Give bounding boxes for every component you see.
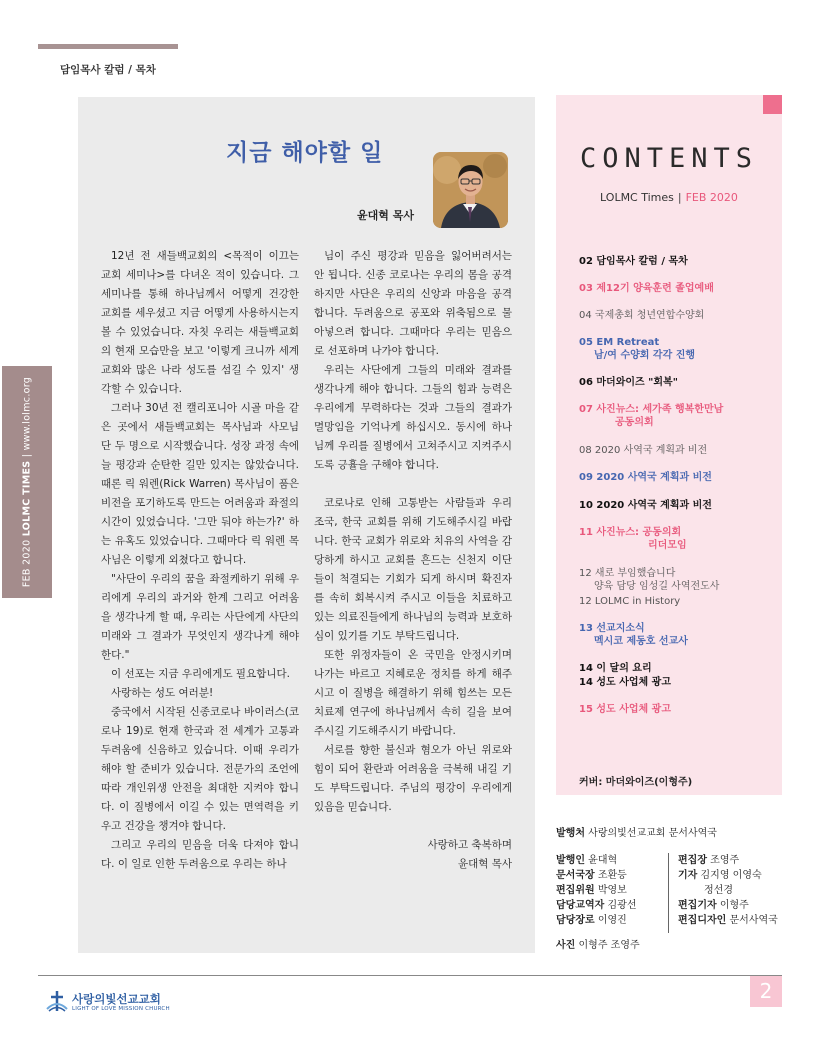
- credit-label: 발행인: [556, 855, 585, 866]
- toc-item-sublabel: 멕시코 제동호 선교사: [594, 636, 688, 647]
- credit-value: 조영주: [710, 855, 740, 866]
- side-tab-website: | www.lolmc.org: [21, 376, 33, 461]
- credit-design: [678, 913, 778, 928]
- side-tab-text: [22, 377, 33, 587]
- toc-item-sublabel: 공동의회: [615, 417, 654, 428]
- credit-value: 윤대혁: [588, 855, 618, 866]
- side-tab-date: FEB 2020: [21, 536, 33, 588]
- article-paragraph: 12년 전 새들백교회의 <목적이 이끄는 교회 세미나>를 다녀온 적이 있습니다. 그 세미나를 통해 하나님께서 어떻게 건강한 교회를 세우셨고 지금 어떻게 사용하시는지 볼 수 있었습니다. 자칫 우리는 새들백교회의 현재 모습만을 보고 '이렇게 크니까 세계 교회와 많은 나라 성도를 섬길 수 있지' 생각할 수 있습니다.: [101, 250, 299, 395]
- credit-publisher: [556, 826, 717, 841]
- article-paragraph: 그리고 우리의 믿음을 더욱 다져야 합니다. 이 일로 인한 두려움으로 우리는 하나: [101, 839, 299, 870]
- credit-reporter-2: [704, 883, 733, 898]
- credit-value: 이형주: [719, 900, 749, 911]
- article-paragraph: 님이 주신 평강과 믿음을 잃어버려서는 안 됩니다. 신종 코로나는 우리의 몸을 공격하지만 사단은 우리의 신앙과 마음을 공격합니다. 두려움으로 공포와 위축됨으로 물아넣으려 합니다. 그때마다 우리는 믿음으로 선포하며 나가야 합니다.: [314, 250, 512, 357]
- credit-label: 담당장로: [556, 915, 595, 926]
- toc-item-sublabel: 리더모임: [648, 540, 687, 551]
- toc-item[interactable]: [579, 499, 774, 512]
- toc-item[interactable]: [579, 676, 774, 689]
- toc-item[interactable]: [579, 567, 774, 593]
- article-paragraph: 이 선포는 지금 우리에게도 필요합니다.: [111, 668, 290, 680]
- toc-item-label: 03 제12기 양육훈련 졸업예배: [579, 283, 714, 294]
- credit-label: 담당교역자: [556, 900, 605, 911]
- article-paragraph: 서로를 향한 불신과 혐오가 아닌 위로와 힘이 되어 환란과 어려움을 극복해 내길 기도 부탁드립니다. 주님의 평강이 우리에게 있음을 믿습니다.: [314, 744, 512, 813]
- credit-value: 이영진: [597, 915, 627, 926]
- toc-item[interactable]: [579, 282, 774, 295]
- toc-item-label: 06 마더와이즈 "회복": [579, 377, 678, 388]
- contents-title: CONTENTS: [579, 143, 759, 174]
- toc-item[interactable]: [579, 595, 774, 608]
- toc-item[interactable]: [579, 662, 774, 675]
- side-tab-publication: LOLMC TIMES: [21, 460, 33, 537]
- toc-item-label: 05 EM Retreat: [579, 337, 660, 348]
- toc-item-label: 14 성도 사업체 광고: [579, 677, 671, 688]
- credit-label: 발행처: [556, 828, 585, 839]
- cover-credit: 커버: 마더와이즈(이형주): [579, 777, 693, 788]
- credit-reporter: [678, 868, 762, 883]
- credit-label: 기자: [678, 870, 698, 881]
- article-title: 지금 해야할 일: [226, 140, 384, 166]
- article-paragraph: "사단이 우리의 꿈을 좌절케하기 위해 우리에게 우리의 과거와 한계 그리고 어려움을 생각나게 할 때, 우리는 사단에게 사단의 미래와 그 결과가 무엇인지 생각나게 해야 한다.": [101, 573, 299, 661]
- credit-dept-head: [556, 868, 627, 883]
- credit-value: 박영보: [597, 885, 627, 896]
- section-label: 담임목사 칼럼 / 목차: [60, 64, 156, 76]
- article-paragraph: 또한 위정자들이 온 국민을 안정시키며 나가는 바르고 지혜로운 정치를 하게 해주시고 이 질병을 해결하기 위해 힘쓰는 모든 치료제 연구에 하나님께서 속히 길을 보여주시길 기도해주시기 바랍니다.: [314, 649, 512, 737]
- article-paragraph: 코로나로 인해 고통받는 사람들과 우리 조국, 한국 교회를 위해 기도해주시길 바랍니다. 한국 교회가 위로와 치유의 사역을 감당하게 하시고 교회를 흔드는 신천지 이단들이 척결되는 기회가 되게 하시며 확진자를 속히 회복시켜 주시고 이들을 치료하고 있는 의료진들에게 하나님의 능력과 보호하심이 있기를 기도 부탁드립니다.: [314, 497, 512, 642]
- toc-item[interactable]: [579, 309, 774, 322]
- toc-item-label: 10 2020 사역국 계획과 비전: [579, 500, 712, 511]
- credit-label: 사진: [556, 940, 576, 951]
- toc-item[interactable]: [579, 703, 774, 716]
- toc-item[interactable]: [579, 444, 774, 457]
- credit-value: 김지영 이영숙: [700, 870, 762, 881]
- contents-subtitle: [556, 191, 782, 204]
- toc-item-label: 07 사진뉴스: 세가족 행복한만남: [579, 404, 724, 415]
- credit-label: 편집위원: [556, 885, 595, 896]
- toc-item-label: 08 2020 사역국 계획과 비전: [579, 445, 708, 456]
- toc-item-label: 14 이 달의 요리: [579, 663, 652, 674]
- toc-item-label: 02 담임목사 칼럼 / 목차: [579, 256, 688, 267]
- article-column-right: [314, 247, 512, 874]
- toc-item[interactable]: [579, 471, 774, 484]
- church-logo-icon: [46, 990, 68, 1012]
- toc-item-sublabel: 남/여 수양회 각각 진행: [594, 350, 696, 361]
- credit-value: 문서사역국: [729, 915, 778, 926]
- toc-item-label: 15 성도 사업체 광고: [579, 704, 671, 715]
- toc-item[interactable]: [579, 403, 774, 429]
- toc-item[interactable]: [579, 336, 774, 362]
- credit-label: 문서국장: [556, 870, 595, 881]
- credit-value: 조환등: [597, 870, 627, 881]
- credit-divider: [668, 853, 669, 933]
- toc-item-sublabel: 양육 담당 임성길 사역전도사: [594, 581, 720, 592]
- top-rule: [38, 44, 178, 49]
- credit-value: 정선경: [704, 885, 733, 896]
- toc-item-label: 11 사진뉴스: 공동의회: [579, 527, 682, 538]
- church-logo-name: 사랑의빛선교교회: [72, 992, 161, 1006]
- credit-proofreader: [556, 898, 636, 913]
- article-paragraph: 우리는 사단에게 그들의 미래와 결과를 생각나게 해야 합니다. 그들의 힘과 능력은 우리에게 무력하다는 것과 그들의 결과가 멸망임을 기억나게 하십시오. 동시에 하나님께 우리를 질병에서 고쳐주시고 지켜주시도록 긍휼을 구해야 합니다.: [314, 364, 512, 471]
- credit-label: 편집기자: [678, 900, 717, 911]
- credit-value: 김광선: [607, 900, 637, 911]
- toc-item[interactable]: [579, 526, 774, 552]
- article-column-left: [101, 247, 299, 874]
- page-number: 2: [750, 976, 782, 1007]
- toc-item-label: 12 새로 부임했습니다: [579, 568, 676, 579]
- author-photo: [433, 152, 508, 228]
- toc-item[interactable]: [579, 255, 774, 268]
- credit-chief-editor: [678, 853, 739, 868]
- toc-item-label: 13 선교지소식: [579, 623, 645, 634]
- article-closing: 사랑하고 축복하며: [427, 839, 512, 851]
- toc-item[interactable]: [579, 376, 774, 389]
- credit-value: 이형주 조영주: [578, 940, 640, 951]
- contents-accent-square: [763, 95, 782, 114]
- church-logo-subtitle: LIGHT OF LOVE MISSION CHURCH: [72, 1006, 170, 1012]
- issue-date: FEB 2020: [685, 191, 738, 204]
- article-paragraph: 그러나 30년 전 캘리포니아 시골 마을 같은 곳에서 새들백교회는 목사님과 사모님 단 두 명으로 시작했습니다. 성장 과정 속에 늘 평강과 순탄한 길만 있지는 않았습니다. 때론 릭 워렌(Rick Warren) 목사님이 품은 비전을 포기하도록 만드는 어려움과 좌절의 시간이 있었습니다. '그만 둬야 하는가?' 하는 유혹도 있었습니다. 그때마다 릭 워렌 목사님은 이렇게 외쳤다고 합니다.: [101, 402, 299, 566]
- article-author: 윤대혁 목사: [357, 209, 414, 222]
- credit-label: 편집장: [678, 855, 707, 866]
- credit-value: 사랑의빛선교교회 문서사역국: [588, 828, 717, 839]
- toc-item-label: 09 2020 사역국 계획과 비전: [579, 472, 712, 483]
- toc-item-label: 04 국제총회 청년연합수양회: [579, 310, 705, 321]
- article-box: [78, 97, 535, 953]
- publication-name: LOLMC Times: [600, 191, 674, 204]
- toc-item[interactable]: [579, 622, 774, 648]
- credit-elder: [556, 913, 627, 928]
- subtitle-separator: |: [677, 191, 682, 204]
- article-paragraph: 사랑하는 성도 여러분!: [111, 687, 214, 699]
- toc-item-label: 12 LOLMC in History: [579, 596, 681, 607]
- credit-editor-reporter: [678, 898, 749, 913]
- credit-photo: [556, 938, 640, 953]
- bottom-rule: [38, 975, 782, 976]
- article-paragraph: 중국에서 시작된 신종코로나 바이러스(코로나 19)로 현재 한국과 전 세계가 고통과 두려움에 신음하고 있습니다. 이때 우리가 해야 할 준비가 있습니다. 전문가의 조언에 따라 개인위생 안전을 최대한 지켜야 합니다. 이 질병에서 이길 수 있는 면역력을 키우고 건강을 챙겨야 합니다.: [101, 706, 299, 832]
- article-signature: 윤대혁 목사: [457, 858, 512, 870]
- credit-label: 편집디자인: [678, 915, 727, 926]
- credit-committee: [556, 883, 627, 898]
- credit-issuer: [556, 853, 617, 868]
